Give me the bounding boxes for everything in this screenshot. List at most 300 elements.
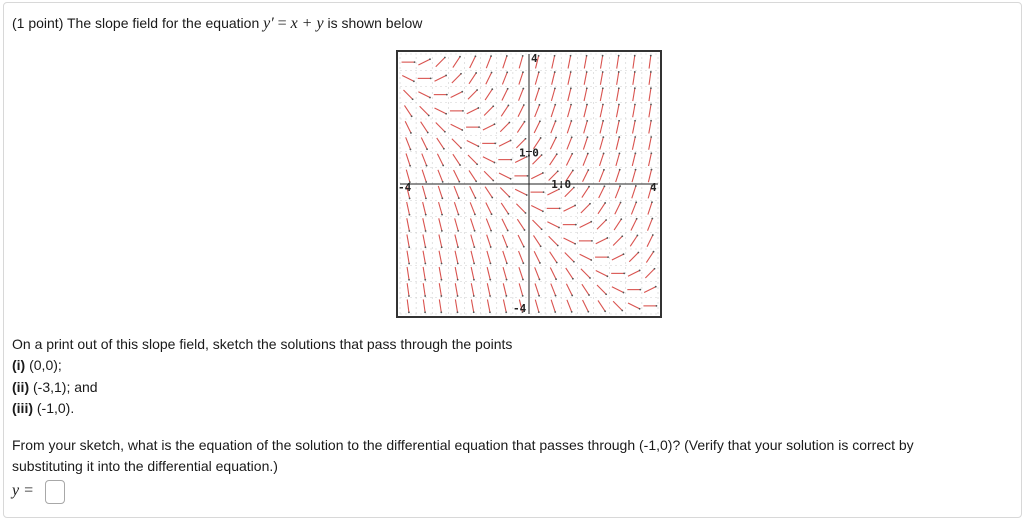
slope-segment <box>422 154 427 166</box>
slope-segment <box>467 108 479 114</box>
slope-segment-tip <box>444 57 446 59</box>
slope-segment-tip <box>541 154 543 156</box>
slope-segment <box>547 222 559 228</box>
slope-segment <box>471 283 474 296</box>
slope-segment-tip <box>602 55 604 57</box>
slope-segment-tip <box>410 132 412 134</box>
slope-segment-tip <box>524 121 526 123</box>
slope-segment-tip <box>634 104 636 106</box>
slope-segment-tip <box>440 295 442 297</box>
slope-segment-tip <box>491 197 493 199</box>
slope-segment-tip <box>443 148 445 150</box>
slope-segment-tip <box>408 263 410 265</box>
slope-segment <box>597 285 606 294</box>
problem-header <box>12 15 422 33</box>
equation-equals: = <box>277 15 287 32</box>
slope-segment-tip <box>409 165 411 167</box>
slope-segment <box>649 72 651 85</box>
slope-segment <box>483 157 495 163</box>
slope-segment-tip <box>506 55 508 57</box>
slope-segment <box>503 251 507 263</box>
slope-segment-tip <box>539 279 541 281</box>
slope-segment-tip <box>650 136 652 138</box>
slope-segment <box>533 235 540 246</box>
slope-segment-tip <box>492 180 494 182</box>
slope-segment <box>628 270 640 276</box>
slope-segment-tip <box>523 104 525 106</box>
slope-segment <box>518 235 524 247</box>
point-item-label: (ii) <box>12 379 30 395</box>
slope-segment <box>483 124 495 130</box>
slope-segment <box>503 267 507 280</box>
equation-rhs: x + y <box>290 15 324 32</box>
slope-segment-tip <box>587 169 589 171</box>
slope-segment <box>549 236 558 245</box>
slope-segment-tip <box>639 308 641 310</box>
slope-segment-tip <box>555 278 557 280</box>
slope-segment <box>567 121 571 133</box>
slope-segment-tip <box>441 246 443 248</box>
slope-segment <box>519 267 523 279</box>
slope-segment-tip <box>623 272 625 274</box>
slope-segment-tip <box>461 129 463 131</box>
slope-segment <box>596 270 608 276</box>
slope-segment <box>616 137 619 150</box>
slope-segment <box>615 203 621 215</box>
slope-segment-tip <box>476 89 478 91</box>
slope-segment <box>633 56 635 69</box>
slope-segment-tip <box>490 55 492 57</box>
slope-segment-tip <box>557 245 559 247</box>
slope-segment <box>617 56 619 69</box>
slope-segment <box>564 205 576 211</box>
slope-segment-tip <box>491 213 493 215</box>
slope-segment <box>487 283 490 296</box>
slope-segment <box>454 186 459 198</box>
slope-segment-tip <box>570 120 572 122</box>
slope-segment-tip <box>510 140 512 142</box>
slope-segment-tip <box>458 181 460 183</box>
slope-segment <box>551 105 555 117</box>
instructions-text: On a print out of this slope field, sketch the solutions that pass through the points <box>12 336 513 352</box>
slope-segment-tip <box>426 165 428 167</box>
slope-segment <box>616 104 619 117</box>
slope-segment-tip <box>572 170 574 172</box>
slope-segment-tip <box>591 240 593 242</box>
slope-segment-tip <box>605 293 607 295</box>
slope-segment <box>423 251 425 264</box>
slope-segment-tip <box>506 246 508 248</box>
slope-segment <box>567 300 572 312</box>
slope-segment <box>503 283 506 296</box>
slope-segment <box>631 202 636 214</box>
slope-segment-tip <box>618 55 620 57</box>
slope-segment <box>439 251 442 264</box>
slope-segment <box>515 189 527 195</box>
slope-segment <box>423 234 426 247</box>
slope-segment <box>616 153 620 166</box>
slope-segment-tip <box>510 178 512 180</box>
slope-segment <box>405 121 411 133</box>
slope-segment <box>452 74 461 83</box>
slope-segment-tip <box>651 169 653 171</box>
slope-segment <box>406 137 411 149</box>
slope-segment-tip <box>620 202 622 204</box>
slope-segment-tip <box>457 263 459 265</box>
slope-segment-tip <box>425 214 427 216</box>
equation-lhs: y′ <box>263 15 274 32</box>
slope-segment-tip <box>570 104 572 106</box>
slope-segment-tip <box>554 87 556 89</box>
slope-segment-tip <box>623 292 625 294</box>
slope-segment-tip <box>440 311 442 313</box>
slope-segment <box>649 137 652 150</box>
slope-segment-tip <box>618 71 620 73</box>
slope-segment-tip <box>425 181 427 183</box>
slope-segment <box>471 218 475 230</box>
slope-segment-tip <box>541 228 543 230</box>
slope-segment <box>439 218 442 231</box>
slope-segment-tip <box>558 227 560 229</box>
slope-segment <box>438 186 442 198</box>
slope-segment <box>406 153 410 165</box>
slope-segment-tip <box>620 218 622 220</box>
slope-segment-tip <box>506 71 508 73</box>
slope-segment <box>584 88 587 101</box>
points-label: (1 point) <box>12 15 64 31</box>
slope-segment-tip <box>522 71 524 73</box>
slope-segment <box>486 73 492 85</box>
slope-segment-tip <box>507 213 509 215</box>
slope-segment-tip <box>651 201 653 203</box>
slope-segment-tip <box>430 77 432 79</box>
slope-segment-tip <box>634 120 636 122</box>
slope-segment <box>567 137 572 149</box>
slope-segment-tip <box>412 98 414 100</box>
slope-segment-tip <box>602 136 604 138</box>
slope-segment <box>455 218 459 231</box>
slope-segment <box>633 72 635 85</box>
slope-segment <box>502 89 508 101</box>
slope-segment-tip <box>586 87 588 89</box>
point-item-2 <box>12 379 98 395</box>
slope-segment <box>455 251 458 264</box>
slope-segment-tip <box>604 185 606 187</box>
slope-segment-tip <box>650 87 652 89</box>
slope-segment-tip <box>441 279 443 281</box>
point-item-text: (-3,1); and <box>33 379 98 395</box>
slope-segment-tip <box>427 132 429 134</box>
slope-segment <box>423 299 425 312</box>
slope-segment-tip <box>457 295 459 297</box>
slope-segment <box>617 72 619 85</box>
slope-segment-tip <box>619 152 621 154</box>
slope-segment <box>565 253 574 262</box>
slope-segment-tip <box>409 198 411 200</box>
slope-segment <box>600 121 603 134</box>
slope-segment <box>568 88 571 101</box>
slope-segment <box>422 186 426 199</box>
slope-segment-tip <box>542 210 544 212</box>
slope-segment-tip <box>505 295 507 297</box>
slope-segment-tip <box>524 229 526 231</box>
slope-segment-tip <box>411 115 413 117</box>
slope-segment <box>550 138 556 150</box>
slope-segment-tip <box>445 75 447 77</box>
slope-segment-tip <box>458 197 460 199</box>
slope-segment-tip <box>538 55 540 57</box>
slope-segment-tip <box>477 107 479 109</box>
y-min-label: -4 <box>513 302 527 315</box>
slope-segment <box>407 202 410 215</box>
slope-segment-tip <box>491 72 493 74</box>
question-text-line-2: substituting it into the differential equation.) <box>12 458 278 474</box>
slope-segment-tip <box>478 126 480 128</box>
slope-segment <box>649 153 652 166</box>
slope-segment <box>646 252 653 263</box>
slope-segment-tip <box>445 113 447 115</box>
slope-segment <box>501 203 508 214</box>
slope-segment-tip <box>605 219 607 221</box>
slope-segment <box>516 204 525 213</box>
slope-segment <box>484 106 493 115</box>
slope-segment-tip <box>602 120 604 122</box>
slope-segment <box>469 170 476 181</box>
slope-segment <box>582 284 589 295</box>
slope-segment-tip <box>459 56 461 58</box>
slope-segment <box>519 251 524 263</box>
slope-segment-tip <box>408 311 410 313</box>
x-max-label: 4 <box>650 181 657 194</box>
slope-segment-tip <box>587 136 589 138</box>
slope-segment <box>600 72 602 85</box>
slope-segment <box>519 72 523 84</box>
slope-segment <box>581 269 590 278</box>
point-item-label: (i) <box>12 357 26 373</box>
slope-segment-tip <box>604 202 606 204</box>
slope-segment-tip <box>539 262 541 264</box>
slope-segment-tip <box>409 214 411 216</box>
slope-segment-tip <box>505 311 507 313</box>
slope-segment <box>407 251 409 264</box>
slope-segment <box>645 269 654 278</box>
slope-segment-tip <box>429 97 431 99</box>
slope-segment <box>471 251 474 264</box>
slope-segment-tip <box>653 251 655 253</box>
slope-segment <box>550 252 557 263</box>
slope-segment-tip <box>426 148 428 150</box>
slope-segment <box>423 283 425 296</box>
slope-segment-tip <box>607 256 609 258</box>
slope-segment-tip <box>457 246 459 248</box>
slope-segment <box>454 170 460 182</box>
slope-segment-tip <box>491 88 493 90</box>
slope-segment-tip <box>429 58 431 60</box>
slope-segment-tip <box>557 170 559 172</box>
slope-segment-tip <box>554 311 556 313</box>
slope-segment <box>566 154 572 166</box>
slope-segment-tip <box>571 136 573 138</box>
slope-segment-tip <box>446 94 448 96</box>
slope-segment <box>534 251 540 263</box>
slope-segment-tip <box>473 279 475 281</box>
slope-segment <box>551 121 556 133</box>
slope-segment-tip <box>586 55 588 57</box>
slope-segment-tip <box>492 105 494 107</box>
slope-segment-tip <box>635 201 637 203</box>
slope-segment-tip <box>425 246 427 248</box>
slope-segment <box>535 105 540 117</box>
point-item-label: (iii) <box>12 400 33 416</box>
slope-segment <box>535 72 539 85</box>
point-item-text: (0,0); <box>29 357 62 373</box>
slope-segment-tip <box>460 147 462 149</box>
slope-segment <box>551 300 555 312</box>
slope-segment-tip <box>652 234 654 236</box>
slope-segment-tip <box>639 289 641 291</box>
slope-segment-tip <box>588 294 590 296</box>
slope-segment <box>568 56 571 69</box>
slope-segment <box>566 268 573 279</box>
slope-segment <box>487 267 490 280</box>
slope-segment-tip <box>590 221 592 223</box>
slope-segment-tip <box>650 120 652 122</box>
slope-segment <box>600 88 603 101</box>
slope-segment-tip <box>538 311 540 313</box>
slope-segment <box>439 283 441 296</box>
slope-segment <box>644 287 656 293</box>
slope-segment <box>535 267 540 279</box>
slope-segment-tip <box>475 180 477 182</box>
slope-segment <box>471 267 474 280</box>
slope-segment <box>486 56 491 68</box>
slope-segment-tip <box>606 275 608 277</box>
slope-segment <box>584 72 587 85</box>
point-item-text: (-1,0). <box>36 400 75 416</box>
slope-segment-tip <box>428 115 430 117</box>
slope-segment-tip <box>650 55 652 57</box>
slope-segment <box>613 236 622 245</box>
slope-segment-tip <box>618 136 620 138</box>
slope-segment <box>583 154 588 166</box>
slope-segment-tip <box>507 230 509 232</box>
slope-segment-tip <box>586 120 588 122</box>
slope-segment <box>407 267 409 280</box>
slope-segment-tip <box>606 237 608 239</box>
slope-segment <box>519 283 523 296</box>
slope-segment <box>455 267 458 280</box>
slope-segment-tip <box>494 142 496 144</box>
slope-segment <box>616 170 620 182</box>
slope-segment <box>451 92 463 98</box>
slope-segment-tip <box>570 87 572 89</box>
slope-segment <box>436 58 445 67</box>
slope-segment <box>596 238 608 244</box>
slope-segment-tip <box>618 104 620 106</box>
slope-segment <box>470 202 475 214</box>
slope-segment-tip <box>457 311 459 313</box>
slope-segment-tip <box>587 153 589 155</box>
slope-segment-tip <box>490 262 492 264</box>
slope-segment-tip <box>603 169 605 171</box>
slope-segment-tip <box>555 120 557 122</box>
slope-segment <box>437 138 444 149</box>
slope-segment <box>649 121 651 134</box>
slope-segment-tip <box>603 153 605 155</box>
slope-segment-tip <box>636 218 638 220</box>
slope-segment <box>485 187 492 198</box>
slope-segment-tip <box>619 169 621 171</box>
slope-segment <box>550 268 556 280</box>
slope-segment-tip <box>554 104 556 106</box>
slope-segment <box>601 56 603 69</box>
slope-segment <box>633 121 636 134</box>
slope-segment-tip <box>540 245 542 247</box>
slope-segment <box>532 220 541 229</box>
slope-segment-tip <box>441 197 443 199</box>
slope-segment-tip <box>522 88 524 90</box>
slope-segment <box>500 188 509 197</box>
slope-segment-tip <box>441 263 443 265</box>
slope-segment-tip <box>654 268 656 270</box>
slope-segment-tip <box>650 104 652 106</box>
slope-segment-tip <box>554 55 556 57</box>
slope-segment <box>616 121 619 134</box>
slope-segment <box>599 170 604 182</box>
slope-segment-tip <box>651 218 653 220</box>
y-unit-tick-label: 1.0 <box>519 146 539 160</box>
slope-segment <box>517 219 524 230</box>
slope-segment-tip <box>461 91 463 93</box>
slope-segment <box>467 140 479 146</box>
slope-segment-tip <box>618 87 620 89</box>
slope-segment <box>564 238 576 244</box>
slope-segment-tip <box>586 104 588 106</box>
slope-segment-tip <box>474 214 476 216</box>
slope-segment <box>535 88 539 100</box>
slope-segment <box>531 173 543 179</box>
slope-segment-tip <box>508 196 510 198</box>
slope-segment <box>551 88 555 101</box>
slope-segment-tip <box>574 205 576 207</box>
slope-segment <box>423 267 425 280</box>
slope-segment-tip <box>408 295 410 297</box>
slope-segment <box>487 235 491 247</box>
slope-segment <box>648 219 653 231</box>
answer-input[interactable] <box>45 480 65 504</box>
slope-segment-tip <box>510 159 512 161</box>
slope-segment <box>455 299 457 312</box>
slope-segment-tip <box>408 230 410 232</box>
slope-segment <box>598 203 605 214</box>
slope-segment-tip <box>574 243 576 245</box>
slope-segment <box>631 219 637 231</box>
slope-segment <box>455 235 458 248</box>
slope-segment-tip <box>559 207 561 209</box>
slope-segment <box>597 220 606 229</box>
slope-segment-tip <box>413 80 415 82</box>
slope-segment <box>566 284 572 296</box>
x-min-label: -4 <box>398 181 412 194</box>
slope-segment-tip <box>573 261 575 263</box>
slope-segment-tip <box>572 278 574 280</box>
slope-segment <box>600 105 603 118</box>
slope-segment-tip <box>586 71 588 73</box>
slope-segment <box>649 104 651 117</box>
slope-segment-tip <box>639 270 641 272</box>
slope-segment-tip <box>589 203 591 205</box>
point-item-1 <box>12 357 62 373</box>
